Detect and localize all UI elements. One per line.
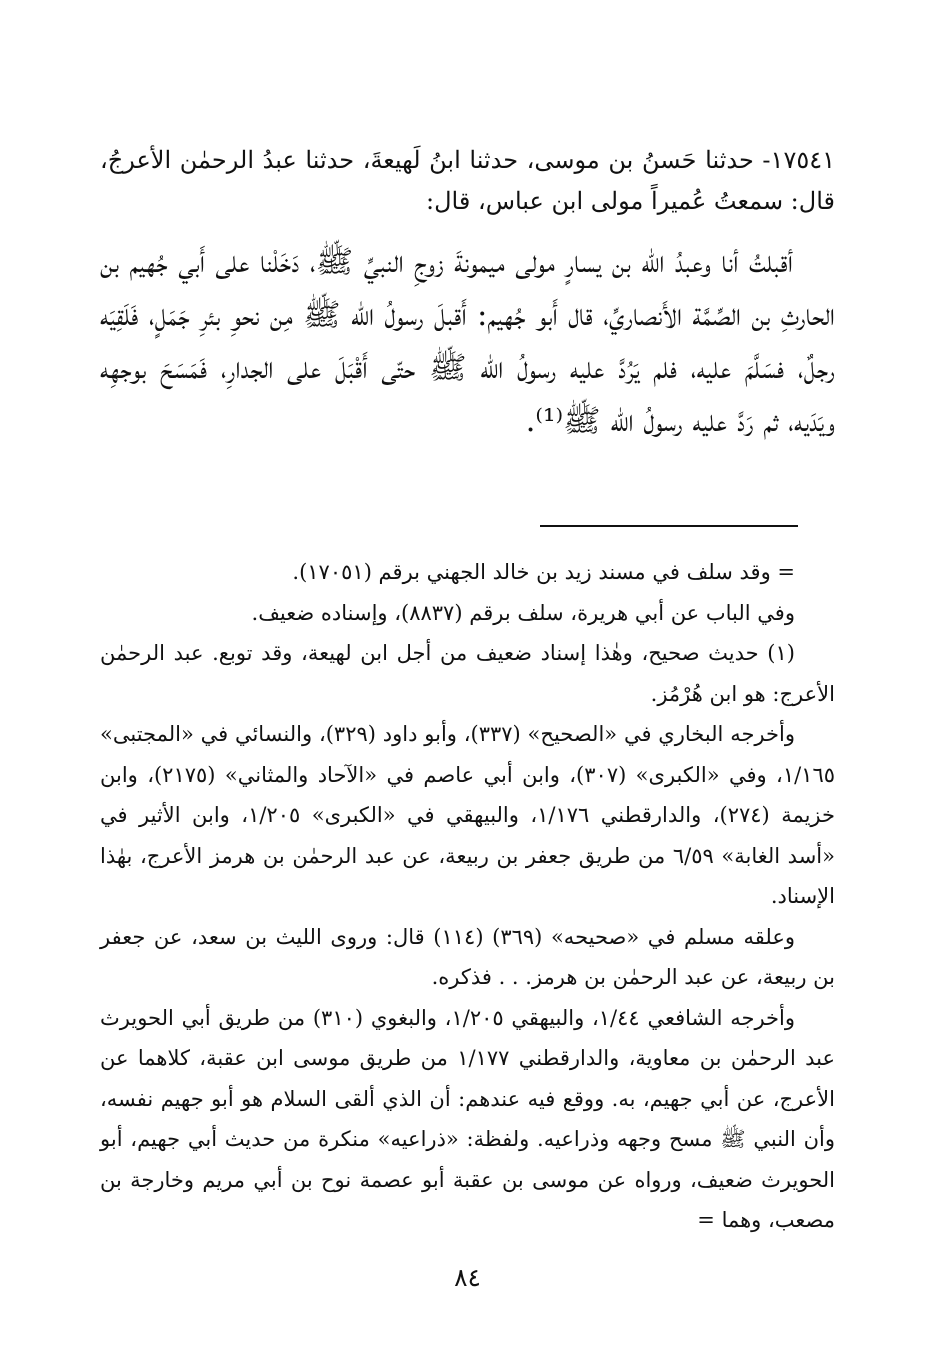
page-number: ٨٤ — [454, 1263, 481, 1292]
hadith-text — [100, 236, 835, 448]
footnote-paragraph: وعلقه مسلم في «صحيحه» (٣٦٩) (١١٤) قال: وروى الليث بن سعد، عن جعفر بن ربيعة، عن عبد الرحمٰن بن هرمز. . . فذكره. — [100, 924, 835, 989]
footnote-paragraph: وأخرجه البخاري في «الصحيح» (٣٣٧)، وأبو داود (٣٢٩)، والنسائي في «المجتبى» ١/١٦٥، وفي «الكبرى» (٣٠٧)، وابن أبي عاصم في «الآحاد والمثاني» (٢١٧٥)، وابن خزيمة (٢٧٤)، والدارقطني ١/١٧٦، والبيهقي في «الكبرى» ١/٢٠٥، وابن الأثير في «أسد الغابة» ٦/٥٩ من طريق جعفر بن ربيعة، عن عبد الرحمٰن بن هرمز الأعرج، بهٰذا الإسناد. — [100, 722, 836, 908]
footnote-separator — [540, 525, 798, 527]
hadith-paragraph: أقبلتُ أنا وعبدُ الله بن يسارٍ مولى ميمونةَ زوجِ النبيِّ ﷺ، دَخَلْنا على أَبي جُهيم بن الحارثِ بن الصِّمَّة الأَنصاريِّ، قال أَبو جُهيم: أَقبلَ رسولُ الله ﷺ مِن نحوِ بئرِ جَمَلٍ، فَلَقِيَه رجلٌ، فسَلَّمَ عليه، فلم يَرُدَّ عليه رسولُ الله ﷺ حتّى أَقْبَلَ على الجدارِ، فَمَسَحَ بوجهِه ويَدَيه، ثم رَدَّ عليه رسولُ الله ﷺ⁽¹⁾. — [100, 244, 835, 439]
footnote-paragraph: وفي الباب عن أبي هريرة، سلف برقم (٨٨٣٧)، وإسناده ضعيف. — [251, 600, 795, 625]
footnote-paragraph: (١) حديث صحيح، وهٰذا إسناد ضعيف من أجل ابن لهيعة، وقد توبع. عبد الرحمٰن الأعرج: هو ابن هُرْمُز. — [100, 641, 835, 706]
footnotes — [100, 552, 835, 1241]
footnote-paragraph: = وقد سلف في مسند زيد بن خالد الجهني برقم (١٧٠٥١). — [292, 560, 795, 584]
footnote-paragraph: وأخرجه الشافعي ١/٤٤، والبيهقي ١/٢٠٥، والبغوي (٣١٠) من طريق أبي الحويرث عبد الرحمٰن بن معاوية، والدارقطني ١/١٧٧ من طريق موسى ابن عقبة، كلاهما عن الأعرج، عن أبي جهيم، به. ووقع فيه عندهم: أن الذي ألقى السلام هو أبو جهيم نفسه، وأن النبي ﷺ مسح وجهه وذراعيه. ولفظة: «ذراعيه» منكرة من حديث أبي جهيم، أبو الحويرث ضعيف، ورواه عن موسى بن عقبة أبو عصمة نوح بن أبي مريم وخارجة بن مصعب، وهما = — [100, 1005, 835, 1232]
hadith-header: ١٧٥٤١- حدثنا حَسنُ بن موسى، حدثنا ابنُ لَهيعةَ، حدثنا عبدُ الرحمٰن الأعرجُ، قال: سمعتُ عُميراً مولى ابن عباس، قال: — [100, 146, 835, 215]
